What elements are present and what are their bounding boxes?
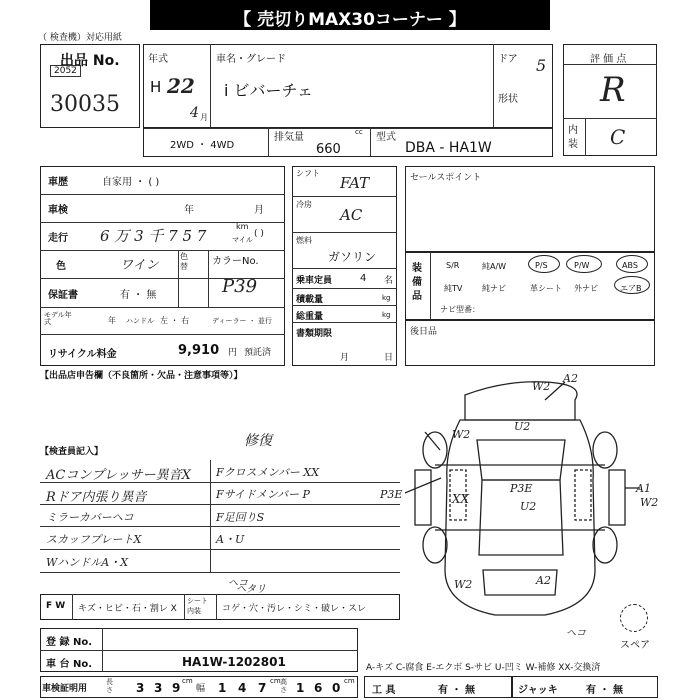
fw-label: F W: [46, 601, 66, 611]
inspector-left-4: スカッフプレートX: [46, 533, 142, 546]
fuel-value: ガソリン: [328, 250, 377, 264]
docs-label: 書類期限: [296, 329, 333, 339]
capacity-unit: 名: [384, 276, 394, 286]
dim-height-d3: 0: [332, 681, 341, 695]
model-year-unit: 年: [108, 316, 116, 325]
docs-month: 月: [340, 353, 350, 363]
inspector-label: 【検査員記入】: [40, 447, 104, 457]
docs-day: 日: [384, 353, 394, 363]
inspector-right-1: Fクロスメンバー XX: [216, 466, 320, 479]
dim-length-d1: 3: [136, 681, 145, 695]
model-label: 車名・グレード: [216, 54, 286, 65]
score-value: R: [600, 70, 626, 110]
sales-label: セールスポイント: [410, 173, 482, 183]
inspector-left-2: Rドア内張り異音: [46, 490, 147, 505]
model-value: i ビバーチェ: [224, 81, 314, 100]
doors-value: 5: [536, 56, 547, 75]
spare-label: スペア: [620, 640, 650, 651]
mark-p3e-left: P3E: [380, 488, 403, 501]
inspector-right-4: A・U: [216, 533, 245, 546]
aftermarket-box: [405, 320, 655, 366]
mark-w2-top: W2: [532, 380, 551, 393]
seat-text: コゲ・穴・汚レ・シミ・破レ・スレ: [222, 604, 367, 614]
dim-height-d2: 6: [314, 681, 323, 695]
navi-label: ナビ型番：: [440, 305, 480, 314]
dim-height-d1: 1: [296, 681, 305, 695]
shift-value: FAT: [340, 174, 370, 192]
mark-u2-roof: U2: [514, 420, 531, 433]
dim-width-d3: 7: [258, 681, 267, 695]
inspector-right-2: Fサイドメンバー P: [216, 488, 310, 501]
equip-navi: 純ナビ: [482, 284, 506, 293]
mark-p3e-center: P3E: [510, 482, 533, 495]
reg-label: 登 録 No.: [46, 637, 93, 648]
equip-tv: 純TV: [444, 284, 463, 293]
inspector-heading: 修復: [244, 433, 272, 449]
era: H: [150, 78, 162, 96]
recycle-unit: 円: [228, 348, 238, 358]
capacity-value: 4: [360, 273, 367, 284]
mileage-unit-km: km: [236, 222, 249, 231]
dim-width-label: 幅: [196, 684, 206, 694]
inspection-year: 年: [184, 205, 194, 216]
banner-title: 【 売切りMAX30コーナー 】: [234, 10, 466, 30]
mark-a2-top: A2: [563, 372, 578, 385]
equip-abs: ABS: [622, 261, 638, 270]
recycle-note: 預託済: [244, 348, 272, 358]
warranty-label: 保証書: [48, 290, 78, 301]
history-label: 車歴: [48, 177, 68, 188]
ac-label: 冷房: [296, 200, 312, 209]
mileage-label: 走行: [48, 233, 68, 244]
equip-pw: P/W: [574, 261, 590, 270]
dim-width-d2: 4: [238, 681, 247, 695]
tools-value: 有 ・ 無: [438, 685, 475, 696]
model-year-label: モデル年式: [44, 311, 72, 326]
mark-xx: XX: [452, 492, 470, 506]
dim-length-unit: cm: [182, 677, 193, 685]
aftermarket-label: 後日品: [410, 327, 438, 337]
dim-length-d2: 3: [154, 681, 163, 695]
dim-length-d3: 9: [172, 681, 181, 695]
lot-number: 30035: [50, 92, 120, 117]
chassis-value: HA1W-1202801: [182, 655, 286, 669]
mark-u2-center: U2: [520, 500, 537, 513]
shape-label: 形状: [498, 94, 518, 105]
seller-notes-label: 【出品店申告欄（不良箇所・欠品・注意事項等）】: [40, 371, 243, 381]
dim-height-unit: cm: [344, 677, 355, 685]
type-value: DBA - HA1W: [405, 140, 492, 156]
mark-w2-left: W2: [452, 428, 471, 441]
fw-text: キズ・ヒビ・石・割レ X: [78, 604, 177, 614]
inspection-month: 月: [254, 205, 264, 216]
inspector-left-5: WハンドルA・X: [46, 556, 129, 569]
handle-label: ハンドル: [126, 317, 154, 325]
jack-value: 有 ・ 無: [586, 685, 623, 696]
lot-small: 2052: [50, 65, 81, 77]
fuel-label: 燃料: [296, 236, 312, 245]
mark-w2-rear: W2: [454, 578, 473, 591]
ac-value: AC: [340, 206, 363, 224]
month-unit: 月: [200, 113, 208, 122]
equip-ext-navi: 外ナビ: [574, 284, 598, 293]
spare-tire-icon: [620, 604, 648, 632]
equip-label: 装備品: [412, 263, 422, 302]
mark-a1-right: A1: [636, 482, 651, 495]
mark-a2-rear: A2: [536, 574, 551, 587]
equip-aw: 純A/W: [482, 262, 507, 271]
year-value: 22: [167, 74, 195, 98]
recycle-label: リサイクル料金: [48, 349, 117, 360]
displacement-label: 排気量: [274, 132, 304, 143]
mark-dent-seat: ヘコ: [228, 578, 248, 589]
damage-legend: A-キズ C-腐食 E-エクボ S-サビ U-凹ミ W-補修 XX-交換済: [366, 663, 601, 673]
month-value: 4: [190, 105, 199, 121]
recycle-value: 9,910: [178, 343, 220, 358]
color-no-label: カラーNo.: [212, 256, 259, 267]
shift-label: シフト: [296, 169, 320, 178]
dim-width-d1: 1: [218, 681, 227, 695]
inspection-label: 車検: [48, 205, 68, 216]
jack-label: ジャッキ: [518, 685, 558, 696]
handle-value: 左 ・ 右: [160, 316, 190, 325]
mileage-paren: ( ): [254, 229, 264, 239]
dim-length-label: 長さ: [106, 678, 113, 694]
color-no-value: P39: [222, 276, 258, 297]
warranty-value: 有 ・ 無: [120, 290, 157, 301]
displacement-value: 660: [316, 142, 341, 157]
color-label: 色: [56, 261, 66, 272]
color-value: ワイン: [120, 258, 159, 273]
weight-label: 総重量: [296, 312, 324, 322]
year-label: 年式: [148, 54, 168, 65]
interior-label: 内装: [568, 125, 578, 150]
cert-label: 車検証明用: [42, 684, 88, 694]
dim-height-label: 高さ: [280, 678, 287, 694]
mileage-unit-mile: マイル: [232, 236, 253, 244]
capacity-label: 乗車定員: [296, 276, 333, 286]
type-label: 型式: [376, 132, 396, 143]
car-damage-diagram: [405, 370, 675, 640]
load-unit: kg: [382, 294, 391, 302]
history-value: 自家用 ・ ( ): [102, 177, 160, 188]
chassis-label: 車 台 No.: [46, 659, 93, 670]
inspector-right-3: F足回りS: [216, 511, 265, 524]
drive-label: 2WD ・ 4WD: [170, 140, 235, 151]
mark-w2-right: W2: [640, 496, 659, 509]
load-label: 積載量: [296, 295, 324, 305]
dealer-label: ディーラー ・ 並行: [212, 317, 272, 325]
interior-value: C: [610, 125, 626, 149]
inspector-left-1: ACコンプレッサー異音X: [46, 468, 191, 483]
tools-label: 工 具: [372, 685, 396, 696]
inspector-left-3: ミラーカバーヘコ: [46, 511, 134, 524]
lot-label: 出品 No.: [60, 53, 120, 69]
top-note: （ 検查機）対応用紙: [38, 33, 122, 43]
equip-sr: S/R: [446, 261, 460, 270]
equip-ps: P/S: [535, 261, 548, 270]
doors-label: ドア: [498, 54, 518, 65]
seat-label: シート内装: [187, 597, 208, 615]
score-label: 評 価 点: [590, 54, 627, 65]
dim-width-unit: cm: [270, 677, 281, 685]
mileage-value: 6 万 3 千 7 5 7: [100, 227, 207, 245]
equip-leather: 革シート: [530, 284, 562, 293]
color-change-label: 色替: [180, 252, 188, 271]
mark-dent-rear: ヘコ: [566, 628, 586, 639]
equip-airbag: エアB: [620, 284, 642, 293]
displacement-unit: cc: [355, 128, 363, 136]
seat-mark: ヘタリ: [236, 584, 266, 595]
weight-unit: kg: [382, 311, 391, 319]
